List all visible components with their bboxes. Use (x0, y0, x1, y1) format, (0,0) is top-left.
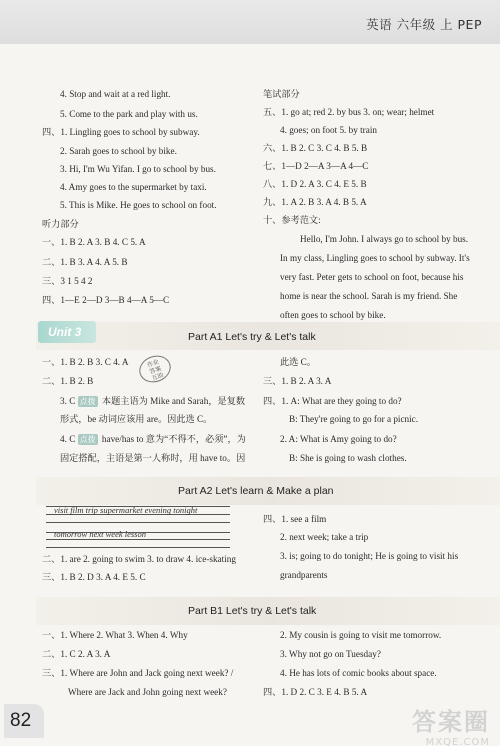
answer-line: 五、1. go at; red 2. by bus 3. on; wear; helmet (263, 107, 435, 117)
answer-line: 2. Sarah goes to school by bike. (60, 146, 177, 156)
unit-badge: Unit 3 (38, 321, 96, 343)
answer-line: grandparents (280, 570, 328, 580)
answer-line: 二、1. B 2. B (42, 376, 94, 386)
handwriting-words: tomorrow next week lesson (54, 529, 146, 539)
explanation-line: 固定搭配，主语是第一人称时，用 have to。因 (60, 453, 246, 463)
answer-line: 六、1. B 2. C 3. C 4. B 5. B (263, 143, 368, 153)
essay-line: home is near the school. Sarah is my friend. She (280, 291, 458, 301)
answer-line (60, 395, 245, 407)
explanation-text: have/has to 意为“不得不，必须”，为 (101, 434, 246, 444)
answer-line: 七、1—D 2—A 3—A 4—C (263, 161, 369, 171)
section-heading: 笔试部分 (263, 89, 300, 99)
ruled-line (46, 547, 230, 548)
part-title: Part A2 Let's learn & Make a plan (178, 485, 334, 497)
hint-tag: 点拨 (79, 397, 96, 406)
answer-line: 3. Why not go on Tuesday? (280, 649, 381, 659)
essay-line: often goes to school by bike. (280, 310, 386, 320)
answer-line: 4. Stop and wait at a red light. (60, 89, 171, 99)
answer-line: 三、1. B 2. A 3. A (263, 376, 332, 386)
watermark-text: 答案圈 (412, 708, 490, 736)
answer-line: 四、1. A: What are they going to do? (263, 396, 402, 406)
page-header (0, 0, 500, 44)
answer-line: 四、1—E 2—D 3—B 4—A 5—C (42, 295, 170, 305)
answer-line: B: They're going to go for a picnic. (289, 414, 419, 424)
answer-line (60, 433, 246, 445)
stamp-seal: 作业 答案 互助 (136, 351, 175, 386)
ruled-line (46, 539, 230, 540)
answer-line: 一、1. B 2. B 3. C 4. A (42, 357, 129, 367)
answer-line: 四、1. see a film (263, 514, 327, 524)
answer-line: 4. He has lots of comic books about space. (280, 668, 437, 678)
answer-line: 一、1. B 2. A 3. B 4. C 5. A (42, 237, 146, 247)
answer-line: 八、1. D 2. A 3. C 4. E 5. B (263, 179, 367, 189)
answer-line: Where are Jack and John going next week? (68, 687, 227, 697)
answer-line: 5. This is Mike. He goes to school on foot. (60, 200, 217, 210)
answer-line: 四、1. Lingling goes to school by subway. (42, 127, 200, 137)
answer-line: 2. My cousin is going to visit me tomorrow. (280, 630, 442, 640)
answer-line: 三、3 1 5 4 2 (42, 276, 93, 286)
book-title: 英语 六年级 上 PEP (366, 17, 482, 32)
answer-line: 4. Amy goes to the supermarket by taxi. (60, 182, 207, 192)
ruled-line (46, 522, 230, 523)
essay-line: Hello, I'm John. I always go to school by bus. (300, 234, 469, 244)
section-heading: 听力部分 (42, 219, 79, 229)
answer-line: 九、1. A 2. B 3. A 4. B 5. A (263, 197, 367, 207)
answer-number: 4. C (60, 434, 76, 444)
answer-line: 三、1. Where are John and Jack going next week? / (42, 668, 234, 678)
essay-line: very fast. Peter gets to school on foot, because his (280, 272, 464, 282)
answer-line: 十、参考范文: (263, 215, 321, 225)
answer-line: 二、1. B 3. A 4. A 5. B (42, 257, 128, 267)
answer-line: 2. A: What is Amy going to do? (280, 434, 397, 444)
explanation-line: 形式，be 动词应该用 are。因此选 C。 (60, 414, 213, 424)
answer-number: 3. C (60, 396, 76, 406)
answer-line: 一、1. Where 2. What 3. When 4. Why (42, 630, 188, 640)
essay-line: In my class, Lingling goes to school by subway. It's (280, 253, 470, 263)
watermark-url: MXQE.COM (425, 737, 490, 746)
answer-line: 2. next week; take a trip (280, 532, 369, 542)
answer-line: 3. is; going to do tonight; He is going to visit his (280, 551, 459, 561)
handwriting-words: visit film trip supermarket evening tonight (54, 505, 198, 515)
watermark-logo (412, 702, 490, 746)
part-title: Part A1 Let's try & Let's talk (188, 331, 316, 343)
explanation-text: 本题主语为 Mike and Sarah，是复数 (101, 396, 246, 406)
answer-line: 三、1. B 2. D 3. A 4. E 5. C (42, 572, 146, 582)
answer-line: 四、1. D 2. C 3. E 4. B 5. A (263, 687, 368, 697)
answer-line: 此选 C。 (280, 357, 316, 367)
answer-line: 二、1. are 2. going to swim 3. to draw 4. ice-skating (42, 554, 236, 564)
answer-line: 二、1. C 2. A 3. A (42, 649, 111, 659)
page-number: 82 (4, 704, 44, 738)
answer-line: 4. goes; on foot 5. by train (280, 125, 377, 135)
hint-tag: 点拨 (79, 435, 96, 444)
answer-line: B: She is going to wash clothes. (289, 453, 407, 463)
answer-line: 3. Hi, I'm Wu Yifan. I go to school by bus. (60, 164, 216, 174)
answer-line: 5. Come to the park and play with us. (60, 109, 198, 119)
part-title: Part B1 Let's try & Let's talk (188, 605, 317, 617)
